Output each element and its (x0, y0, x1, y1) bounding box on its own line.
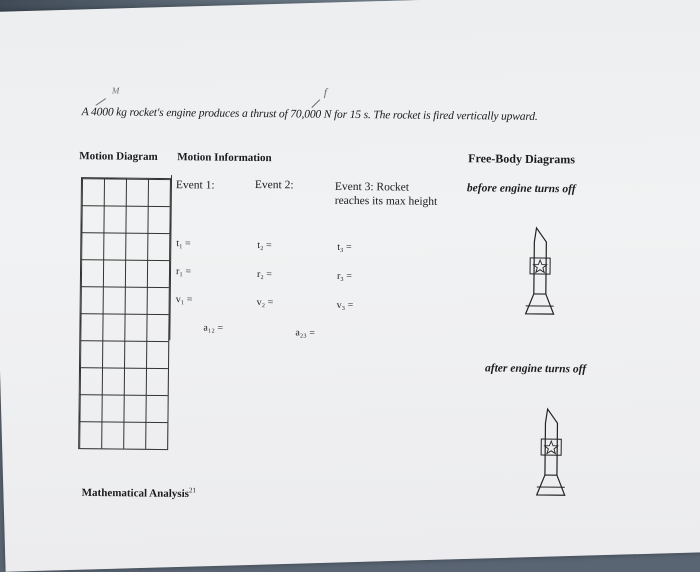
handwritten-mark-right (310, 82, 340, 112)
t1-field: t₁ = (176, 238, 191, 249)
motion-diagram-header: Motion Diagram (79, 150, 158, 163)
math-analysis-text: Mathematical Analysis (82, 487, 189, 500)
a12-field: a₁₂ = (203, 322, 223, 333)
handwritten-mark-left-text: M (111, 85, 120, 95)
r2-field: r₂ = (257, 269, 272, 280)
t2-field: t₂ = (257, 240, 272, 251)
before-engine-label: before engine turns off (467, 182, 576, 195)
v2-field: v₂ = (257, 297, 274, 308)
r1-field: r₁ = (176, 266, 191, 277)
event-3-label-line1: Event 3: Rocket (335, 181, 409, 194)
problem-statement: A 4000 kg rocket's engine produces a thrust of 70,000 N for 15 s. The rocket is fired vertically upward. (82, 106, 538, 123)
v1-field: v₁ = (176, 294, 193, 305)
motion-diagram-grid (78, 177, 171, 450)
rocket-after-icon (531, 407, 572, 499)
math-analysis-label (82, 485, 196, 500)
r3-field: r₃ = (337, 271, 352, 282)
v3-field: v₃ = (337, 300, 354, 311)
after-engine-label: after engine turns off (485, 362, 586, 375)
rocket-before-icon (520, 226, 561, 318)
event-1-label: Event 1: (176, 179, 215, 191)
t3-field: t₃ = (337, 242, 352, 253)
free-body-header: Free-Body Diagrams (468, 151, 575, 167)
math-analysis-superscript: 21 (189, 486, 196, 494)
event-2-label: Event 2: (255, 179, 294, 191)
motion-information-header: Motion Information (177, 151, 272, 164)
event-3-label-line2: reaches its max height (335, 195, 438, 208)
handwritten-mark-right-text: f (324, 87, 329, 99)
a23-field: a₂₃ = (295, 327, 315, 338)
